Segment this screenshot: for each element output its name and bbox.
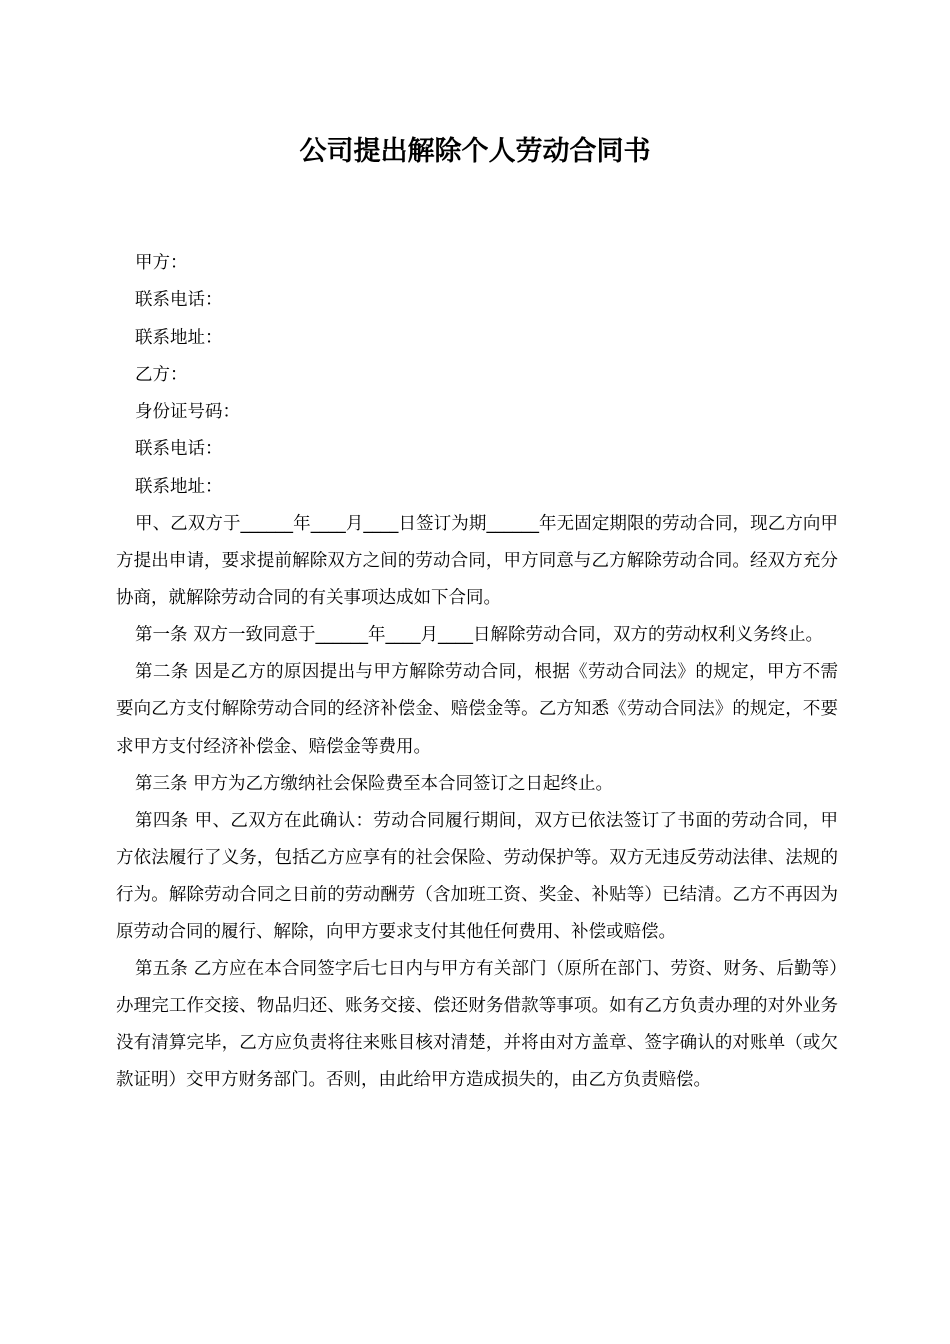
party-b-field: 乙方： [135, 364, 188, 385]
article-2-paragraph: 第二条 因是乙方的原因提出与甲方解除劳动合同，根据《劳动合同法》的规定，甲方不需要向乙方支付解除劳动合同的经济补偿金、赔偿金等。乙方知悉《劳动合同法》的规定，不要求甲方支付经济补偿金、赔偿金等费用。 [116, 662, 838, 757]
contract-body [116, 506, 838, 1100]
document-title: 公司提出解除个人劳动合同书 [299, 136, 651, 167]
article-4-paragraph: 第四条 甲、乙双方在此确认：劳动合同履行期间，双方已依法签订了书面的劳动合同，甲方依法履行了义务，包括乙方应享有的社会保险、劳动保护等。双方无违反劳动法律、法规的行为。解除劳动合同之日前的劳动酬劳（含加班工资、奖金、补贴等）已结清。乙方不再因为原劳动合同的履行、解除，向甲方要求支付其他任何费用、补偿或赔偿。 [116, 810, 838, 943]
party-b-address-field: 联系地址： [135, 476, 223, 497]
party-b-phone-field: 联系电话： [135, 439, 223, 460]
article-3-paragraph: 第三条 甲方为乙方缴纳社会保险费至本合同签订之日起终止。 [135, 773, 614, 794]
article-1-paragraph: 第一条 双方一致同意于______年____月____日解除劳动合同，双方的劳动权利义务终止。 [135, 625, 824, 646]
preamble-paragraph: 甲、乙双方于______年____月____日签订为期______年无固定期限的劳动合同，现乙方向甲方提出申请，要求提前解除双方之间的劳动合同，甲方同意与乙方解除劳动合同。经双方充分协商，就解除劳动合同的有关事项达成如下合同。 [116, 514, 838, 609]
article-5-paragraph: 第五条 乙方应在本合同签字后七日内与甲方有关部门（原所在部门、劳资、财务、后勤等）办理完工作交接、物品归还、账务交接、偿还财务借款等事项。如有乙方负责办理的对外业务没有清算完毕，乙方应负责将往来账目核对清楚，并将由对方盖章、签字确认的对账单（或欠款证明）交甲方财务部门。否则，由此给甲方造成损失的，由乙方负责赔偿。 [116, 959, 838, 1091]
party-info-fields [135, 245, 835, 506]
party-b-id-number-field: 身份证号码： [135, 402, 240, 423]
party-a-phone-field: 联系电话： [135, 290, 223, 311]
party-a-field: 甲方： [135, 253, 188, 273]
party-a-address-field: 联系地址： [135, 327, 223, 348]
